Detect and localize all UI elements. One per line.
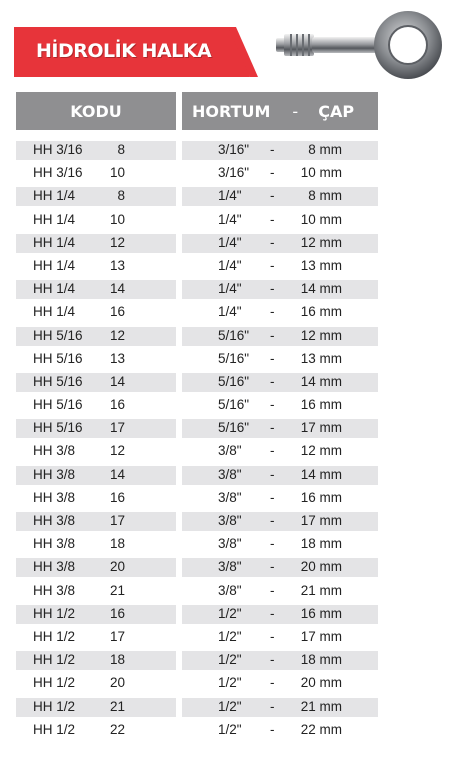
product-code: HH 1/2 xyxy=(33,675,76,691)
header-dash: - xyxy=(292,101,299,121)
diameter-value: 10 mm xyxy=(300,165,342,181)
hose-size: 5/16" xyxy=(218,420,250,436)
product-size: 14 xyxy=(109,466,125,482)
product-code: HH 1/2 xyxy=(33,605,76,621)
hose-diameter-column-header xyxy=(182,92,378,130)
product-code: HH 5/16 xyxy=(33,420,83,436)
row-dash: - xyxy=(270,327,275,343)
product-code: HH 3/8 xyxy=(33,489,76,505)
row-band-right xyxy=(182,512,378,531)
hose-size: 1/4" xyxy=(218,211,242,227)
diameter-value: 12 mm xyxy=(300,234,342,250)
product-code: HH 3/8 xyxy=(33,513,76,528)
diameter-value: 22 mm xyxy=(300,721,342,737)
diameter-value: 18 mm xyxy=(300,652,342,668)
row-band-right xyxy=(182,651,378,670)
product-size: 16 xyxy=(109,397,125,413)
table-row xyxy=(0,603,461,626)
diameter-value: 14 mm xyxy=(300,281,342,297)
row-dash: - xyxy=(270,142,275,157)
row-dash: - xyxy=(270,211,275,227)
product-size: 12 xyxy=(109,327,125,343)
diameter-value: 16 mm xyxy=(300,304,342,320)
table-row xyxy=(0,371,461,394)
hose-size: 1/2" xyxy=(218,675,242,691)
table-row xyxy=(0,487,461,510)
product-code: HH 1/4 xyxy=(33,281,76,297)
diameter-value: 17 mm xyxy=(300,513,342,528)
product-code: HH 1/4 xyxy=(33,211,76,227)
table-row xyxy=(0,417,461,440)
product-size: 16 xyxy=(109,605,125,621)
diameter-value: 21 mm xyxy=(300,698,342,714)
table-row xyxy=(0,325,461,348)
product-code: HH 5/16 xyxy=(33,373,83,389)
diameter-value: 12 mm xyxy=(300,443,342,459)
diameter-value: 20 mm xyxy=(300,675,342,691)
hose-size: 5/16" xyxy=(218,373,250,389)
hose-size: 1/4" xyxy=(218,304,242,320)
row-band-right xyxy=(182,419,378,438)
product-code: HH 1/4 xyxy=(33,257,76,273)
row-dash: - xyxy=(270,652,275,668)
product-code: HH 3/8 xyxy=(33,559,76,575)
row-band-right xyxy=(182,187,378,206)
table-row xyxy=(0,348,461,371)
hose-size: 3/8" xyxy=(218,513,242,528)
table-row xyxy=(0,255,461,278)
row-band-right xyxy=(182,373,378,392)
row-dash: - xyxy=(270,350,275,366)
row-dash: - xyxy=(270,443,275,459)
table-row xyxy=(0,394,461,417)
row-band-right xyxy=(182,327,378,346)
code-header-label: KODU xyxy=(70,101,122,121)
product-code: HH 3/8 xyxy=(33,582,76,598)
row-dash: - xyxy=(270,628,275,644)
table-row xyxy=(0,533,461,556)
product-code: HH 1/4 xyxy=(33,304,76,320)
table-row xyxy=(0,580,461,603)
hose-size: 3/16" xyxy=(218,142,250,157)
hose-size: 1/2" xyxy=(218,698,242,714)
product-size: 13 xyxy=(109,257,125,273)
hose-size: 3/8" xyxy=(218,536,242,552)
product-size: 10 xyxy=(109,165,125,181)
row-dash: - xyxy=(270,281,275,297)
diameter-value: 14 mm xyxy=(300,373,342,389)
diameter-value: 21 mm xyxy=(300,582,342,598)
table-row xyxy=(0,209,461,232)
diameter-value: 8 mm xyxy=(308,142,342,157)
row-band-right xyxy=(182,605,378,624)
product-size: 18 xyxy=(109,536,125,552)
hose-size: 1/2" xyxy=(218,721,242,737)
product-code: HH 1/4 xyxy=(33,188,76,204)
product-code: HH 3/16 xyxy=(33,142,83,157)
row-dash: - xyxy=(270,582,275,598)
table-row xyxy=(0,185,461,208)
table-row xyxy=(0,278,461,301)
table-row xyxy=(0,301,461,324)
code-column-header xyxy=(16,92,176,130)
diameter-value: 16 mm xyxy=(300,397,342,413)
row-dash: - xyxy=(270,536,275,552)
row-dash: - xyxy=(270,489,275,505)
product-size: 17 xyxy=(109,513,125,528)
row-band-right xyxy=(182,466,378,485)
diameter-value: 16 mm xyxy=(300,489,342,505)
product-size: 8 xyxy=(117,142,125,157)
hose-size: 3/16" xyxy=(218,165,250,181)
row-dash: - xyxy=(270,165,275,181)
product-size: 16 xyxy=(109,304,125,320)
hose-size: 3/8" xyxy=(218,466,242,482)
product-size: 16 xyxy=(109,489,125,505)
product-size: 8 xyxy=(117,188,125,204)
row-band-right xyxy=(182,698,378,717)
hose-size: 3/8" xyxy=(218,443,242,459)
product-size: 21 xyxy=(109,582,125,598)
row-dash: - xyxy=(270,466,275,482)
product-code: HH 1/2 xyxy=(33,721,76,737)
hose-size: 1/2" xyxy=(218,605,242,621)
table-row xyxy=(0,649,461,672)
product-size: 18 xyxy=(109,652,125,668)
hose-size: 5/16" xyxy=(218,327,250,343)
hose-size: 3/8" xyxy=(218,559,242,575)
product-code: HH 5/16 xyxy=(33,350,83,366)
diameter-value: 14 mm xyxy=(300,466,342,482)
hose-size: 3/8" xyxy=(218,582,242,598)
row-dash: - xyxy=(270,188,275,204)
row-dash: - xyxy=(270,675,275,691)
row-dash: - xyxy=(270,234,275,250)
product-code: HH 1/4 xyxy=(33,234,76,250)
row-dash: - xyxy=(270,559,275,575)
diameter-header-label: ÇAP xyxy=(318,101,355,121)
table-row xyxy=(0,232,461,255)
table-row xyxy=(0,672,461,695)
diameter-value: 8 mm xyxy=(308,188,342,204)
row-dash: - xyxy=(270,420,275,436)
diameter-value: 13 mm xyxy=(300,350,342,366)
row-dash: - xyxy=(270,605,275,621)
diameter-value: 18 mm xyxy=(300,536,342,552)
product-code: HH 1/2 xyxy=(33,698,76,714)
diameter-value: 13 mm xyxy=(300,257,342,273)
row-dash: - xyxy=(270,721,275,737)
product-code: HH 3/8 xyxy=(33,443,76,459)
table-row xyxy=(0,696,461,719)
product-size: 20 xyxy=(109,559,125,575)
product-code: HH 3/8 xyxy=(33,536,76,552)
product-code: HH 5/16 xyxy=(33,327,83,343)
row-band-right xyxy=(182,558,378,577)
hose-size: 5/16" xyxy=(218,350,250,366)
row-band-right xyxy=(182,280,378,299)
banjo-fitting-icon xyxy=(270,8,450,88)
table-row xyxy=(0,464,461,487)
row-dash: - xyxy=(270,698,275,714)
product-size: 14 xyxy=(109,281,125,297)
hose-size: 1/4" xyxy=(218,281,242,297)
row-dash: - xyxy=(270,513,275,528)
hose-size: 1/4" xyxy=(218,188,242,204)
product-code: HH 3/8 xyxy=(33,466,76,482)
product-code: HH 1/2 xyxy=(33,652,76,668)
row-dash: - xyxy=(270,373,275,389)
hose-size: 3/8" xyxy=(218,489,242,505)
product-size: 17 xyxy=(109,420,125,436)
row-dash: - xyxy=(270,257,275,273)
diameter-value: 20 mm xyxy=(300,559,342,575)
row-band-right xyxy=(182,141,378,160)
product-size: 12 xyxy=(109,234,125,250)
diameter-value: 12 mm xyxy=(300,327,342,343)
product-code: HH 3/16 xyxy=(33,165,83,181)
hose-size: 1/4" xyxy=(218,257,242,273)
table-row xyxy=(0,556,461,579)
diameter-value: 17 mm xyxy=(300,420,342,436)
product-code: HH 1/2 xyxy=(33,628,76,644)
product-size: 13 xyxy=(109,350,125,366)
row-dash: - xyxy=(270,304,275,320)
table-row xyxy=(0,162,461,185)
product-size: 22 xyxy=(109,721,125,737)
product-size: 20 xyxy=(109,675,125,691)
product-size: 14 xyxy=(109,373,125,389)
table-row xyxy=(0,510,461,533)
product-size: 12 xyxy=(109,443,125,459)
table-row xyxy=(0,626,461,649)
table-row xyxy=(0,139,461,162)
product-size: 10 xyxy=(109,211,125,227)
row-band-right xyxy=(182,234,378,253)
product-table xyxy=(0,139,461,742)
product-code: HH 5/16 xyxy=(33,397,83,413)
table-row xyxy=(0,719,461,742)
diameter-value: 10 mm xyxy=(300,211,342,227)
hose-size: 5/16" xyxy=(218,397,250,413)
hose-header-label: HORTUM xyxy=(192,101,271,121)
diameter-value: 16 mm xyxy=(300,605,342,621)
product-size: 21 xyxy=(109,698,125,714)
hose-size: 1/4" xyxy=(218,234,242,250)
diameter-value: 17 mm xyxy=(300,628,342,644)
row-dash: - xyxy=(270,397,275,413)
table-row xyxy=(0,440,461,463)
page-title: HİDROLİK HALKA xyxy=(36,40,212,62)
hose-size: 1/2" xyxy=(218,652,242,668)
hose-size: 1/2" xyxy=(218,628,242,644)
product-size: 17 xyxy=(109,628,125,644)
